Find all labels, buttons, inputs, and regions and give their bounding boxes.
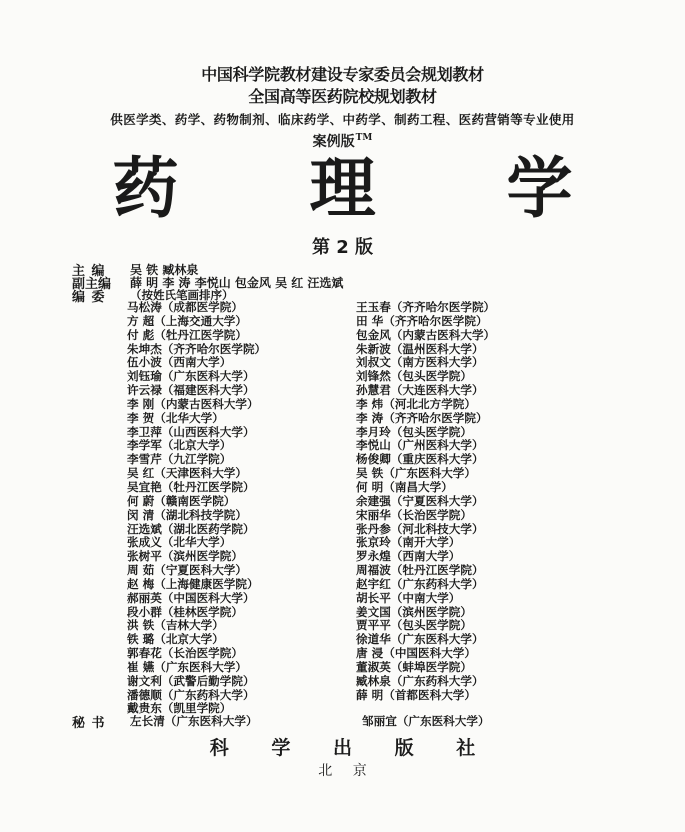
board-member: 刘钰瑜（广东医科大学） — [127, 369, 255, 384]
chief-editors-role: 主 编 — [72, 264, 106, 279]
trademark-mark: TM — [355, 133, 373, 144]
series-line-2: 全国高等医药院校规划教材 — [248, 87, 437, 106]
editorial-board-right-column — [356, 301, 495, 702]
board-member: 唐 浸（中国医科大学） — [356, 646, 476, 661]
board-member: 李雪芹（九江学院） — [127, 452, 232, 467]
board-member: 张丹参（河北科技大学） — [356, 521, 484, 536]
board-member: 崔 嬿（广东医科大学） — [127, 659, 247, 674]
board-member: 何 明（南昌大学） — [356, 479, 453, 494]
board-member: 汪选斌（湖北医药学院） — [127, 521, 255, 536]
board-member: 姜文国（滨州医学院） — [356, 604, 472, 619]
publisher-city: 北 京 — [318, 763, 375, 779]
board-member: 赵宇红（广东药科大学） — [356, 576, 484, 591]
board-member: 徐道华（广东医科大学） — [356, 632, 484, 647]
board-member: 董淑英（蚌埠医学院） — [356, 659, 472, 674]
board-member: 郭春花（长治医学院） — [127, 646, 243, 661]
secretary-right: 邹丽宜（广东医科大学） — [362, 714, 490, 728]
board-member: 朱新波（温州医科大学） — [356, 341, 484, 356]
board-member: 贾平平（包头医学院） — [356, 618, 472, 633]
secretaries-role: 秘 书 — [72, 716, 106, 731]
board-member: 杨俊卿（重庆医科大学） — [356, 452, 484, 467]
board-member: 戴贵东（凯里学院） — [127, 701, 232, 716]
board-member: 洪 铁（吉林大学） — [127, 618, 224, 633]
board-member: 李 刚（内蒙古医科大学） — [127, 396, 259, 411]
board-member: 李学军（北京大学） — [127, 438, 232, 453]
board-member: 王玉春（齐齐哈尔医学院） — [356, 300, 496, 314]
board-member: 许云禄（福建医科大学） — [127, 383, 255, 398]
board-member: 吴 红（天津医科大学） — [127, 466, 247, 481]
board-member: 马松涛（成都医学院） — [127, 300, 243, 314]
associate-editors-names: 薛 明 李 涛 李悦山 包金风 吴 红 汪选斌 — [130, 276, 344, 290]
editorial-board-left-column — [127, 301, 266, 716]
board-member: 段小群（桂林医学院） — [127, 604, 243, 619]
board-member: 包金风（内蒙古医科大学） — [356, 327, 496, 342]
board-member: 李 贺（北华大学） — [127, 410, 224, 425]
board-member: 铁 璐（北京大学） — [127, 632, 224, 647]
board-member: 李月玲（包头医学院） — [356, 424, 472, 439]
board-member: 李悦山（广州医科大学） — [356, 438, 484, 453]
board-member: 潘德顺（广东药科大学） — [127, 687, 255, 702]
associate-editors-role: 副主编 — [72, 277, 112, 292]
intended-audience: 供医学类、药学、药物制剂、临床药学、中药学、制药工程、医药营销等专业使用 — [110, 112, 575, 127]
board-member: 周 茹（宁夏医科大学） — [127, 563, 247, 578]
board-member: 吴 铁（广东医科大学） — [356, 466, 476, 481]
board-member: 余建强（宁夏医科大学） — [356, 493, 484, 508]
board-member: 胡长平（中南大学） — [356, 590, 461, 605]
secretary-left: 左长清（广东医科大学） — [130, 714, 258, 728]
board-member: 谢文利（武警后勤学院） — [127, 673, 255, 688]
board-member: 罗永煌（西南大学） — [356, 549, 461, 564]
board-member: 李卫萍（山西医科大学） — [127, 424, 255, 439]
board-member: 李 炜（河北北方学院） — [356, 396, 476, 411]
book-title: 药 理 学 — [112, 149, 627, 227]
board-member: 周福波（牡丹江医学院） — [356, 563, 484, 578]
board-member: 张京玲（南开大学） — [356, 535, 461, 550]
board-member: 张成义（北华大学） — [127, 535, 232, 550]
editorial-board-role: 编 委 — [72, 290, 106, 305]
editorial-board-order-note: （按姓氏笔画排序） — [130, 288, 234, 302]
chief-editors-names: 吴 铁 臧林泉 — [130, 263, 199, 277]
board-member: 闵 清（湖北科技学院） — [127, 507, 247, 522]
board-member: 方 超（上海交通大学） — [127, 313, 247, 328]
board-member: 孙慧君（大连医科大学） — [356, 383, 484, 398]
board-member: 何 蔚（赣南医学院） — [127, 493, 236, 508]
board-member: 郝丽英（中国医科大学） — [127, 590, 255, 605]
board-member: 张树平（滨州医学院） — [127, 549, 243, 564]
board-member: 伍小波（西南大学） — [127, 355, 232, 370]
series-line-1: 中国科学院教材建设专家委员会规划教材 — [201, 65, 484, 84]
edition-number: 第 2 版 — [311, 237, 374, 258]
board-member: 付 彪（牡丹江医学院） — [127, 327, 247, 342]
board-member: 薛 明（首都医科大学） — [356, 687, 476, 702]
edition-type-label: 案例版 — [312, 134, 355, 150]
board-member: 吴宜艳（牡丹江医学院） — [127, 479, 255, 494]
publisher: 科 学 出 版 社 — [209, 737, 494, 759]
board-member: 刘叔文（南方医科大学） — [356, 355, 484, 370]
board-member: 宋丽华（长治医学院） — [356, 507, 472, 522]
board-member: 朱坤杰（齐齐哈尔医学院） — [127, 341, 267, 356]
board-member: 刘锋然（包头医学院） — [356, 369, 472, 384]
board-member: 李 涛（齐齐哈尔医学院） — [356, 410, 488, 425]
edition-type — [0, 131, 685, 151]
board-member: 臧林泉（广东药科大学） — [356, 673, 484, 688]
board-member: 赵 梅（上海健康医学院） — [127, 576, 259, 591]
board-member: 田 华（齐齐哈尔医学院） — [356, 313, 488, 328]
